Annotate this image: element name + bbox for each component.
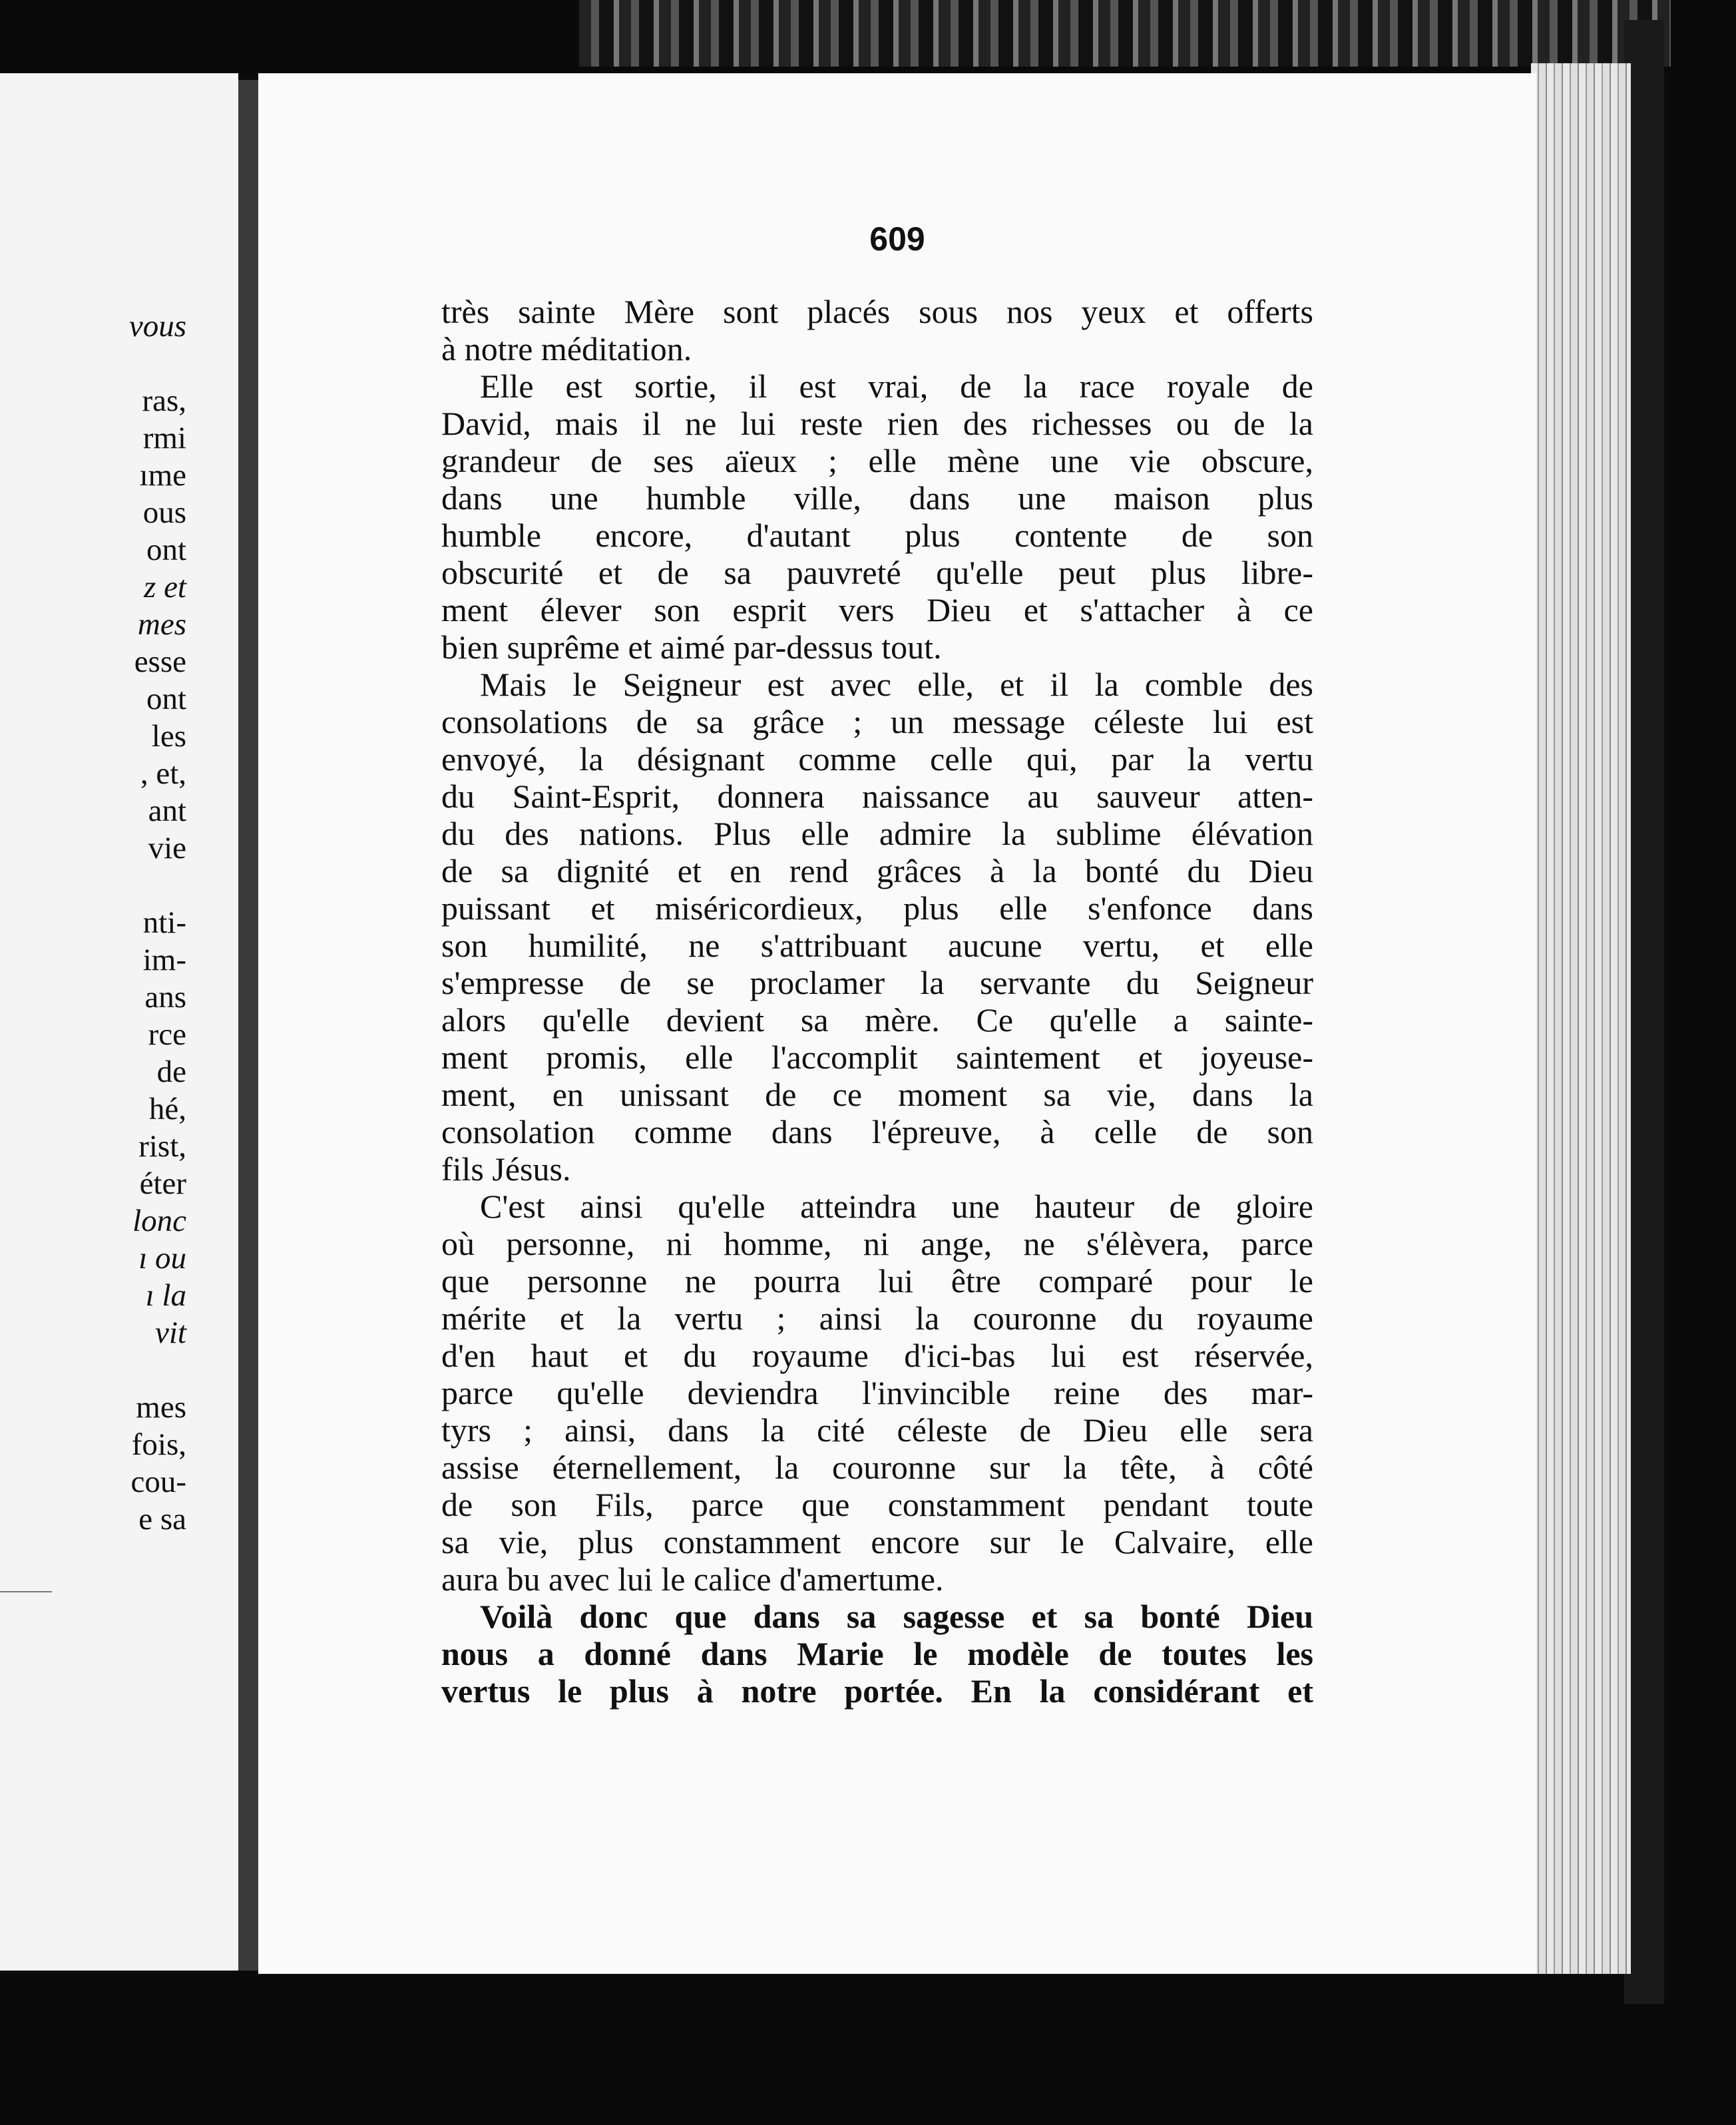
left-page-fragment — [13, 867, 186, 904]
text-line: de son Fils, parce que constamment pendant toute — [441, 1486, 1313, 1523]
left-page-fragment: rce — [148, 1017, 186, 1052]
text-line: tyrs ; ainsi, dans la cité céleste de Dieu elle sera — [441, 1411, 1313, 1449]
left-page-fragment: , et, — [140, 756, 186, 791]
page-edges-stack — [1531, 63, 1631, 1974]
left-page-fragment: mes — [137, 607, 186, 642]
left-page-fragment: ans — [144, 980, 186, 1015]
left-page-fragment — [13, 1351, 186, 1389]
left-page-fragment: ras, — [142, 383, 186, 418]
left-page-fragment: vous — [128, 309, 186, 344]
text-line: vertus le plus à notre portée. En la considérant et — [441, 1672, 1313, 1710]
text-line: puissant et miséricordieux, plus elle s'enfonce dans — [441, 889, 1313, 927]
left-page-fragment: fois, — [131, 1427, 186, 1462]
left-facing-page — [0, 73, 238, 1971]
text-line: consolation comme dans l'épreuve, à celle de son — [441, 1113, 1313, 1150]
text-line: alors qu'elle devient sa mère. Ce qu'elle a sainte- — [441, 1001, 1313, 1039]
left-page-fragment: e sa — [138, 1502, 186, 1536]
left-page-fragment: vit — [155, 1315, 186, 1350]
text-line: très sainte Mère sont placés sous nos yeux et offerts — [441, 293, 1313, 330]
text-line: parce qu'elle deviendra l'invincible reine des mar- — [441, 1374, 1313, 1411]
text-line: Voilà donc que dans sa sagesse et sa bonté Dieu — [480, 1598, 1313, 1635]
left-page-fragment: les — [151, 719, 186, 754]
left-page-fragment: im- — [142, 943, 186, 977]
text-line: d'en haut et du royaume d'ici-bas lui est réservée, — [441, 1337, 1313, 1374]
text-line: Mais le Seigneur est avec elle, et il la comble des — [480, 666, 1313, 703]
text-line: fils Jésus. — [441, 1150, 571, 1188]
page-number: 609 — [869, 220, 925, 258]
text-line: nous a donné dans Marie le modèle de toutes les — [441, 1635, 1313, 1672]
book-cover-top-edge — [579, 0, 1671, 67]
left-page-fragment — [13, 345, 186, 382]
left-page-fragment: ont — [146, 533, 186, 567]
left-page-fragment: de — [156, 1055, 186, 1089]
text-line: ment élever son esprit vers Dieu et s'attacher à ce — [441, 591, 1313, 628]
left-page-fragment: z et — [144, 570, 186, 604]
left-page-fragment: esse — [134, 644, 186, 679]
left-page-fragment: ont — [146, 682, 186, 716]
text-line: ment, en unissant de ce moment sa vie, dans la — [441, 1076, 1313, 1113]
left-page-fragment: hé, — [148, 1092, 186, 1126]
text-line: du Saint-Esprit, donnera naissance au sauveur atten- — [441, 778, 1313, 815]
text-line: à notre méditation. — [441, 330, 692, 367]
text-line: de sa dignité et en rend grâces à la bonté du Dieu — [441, 852, 1313, 889]
text-line: où personne, ni homme, ni ange, ne s'élèvera, parce — [441, 1225, 1313, 1262]
main-page — [258, 73, 1536, 1974]
text-line: humble encore, d'autant plus contente de son — [441, 517, 1313, 554]
text-line: ment promis, elle l'accomplit saintement et joyeuse- — [441, 1039, 1313, 1076]
left-page-fragment: ant — [148, 794, 186, 828]
left-page-fragment: cou- — [130, 1465, 186, 1499]
text-line: grandeur de ses aïeux ; elle mène une vie obscure, — [441, 442, 1313, 479]
text-line: bien suprême et aimé par-dessus tout. — [441, 628, 942, 666]
body-text — [441, 293, 1313, 1710]
left-page-fragment: rist, — [138, 1129, 186, 1164]
left-page-fragment: nti- — [142, 905, 186, 940]
text-line: s'empresse de se proclamer la servante du Seigneur — [441, 964, 1313, 1001]
left-page-fragment: éter — [139, 1166, 186, 1201]
left-page-rule — [0, 1591, 52, 1592]
text-line: obscurité et de sa pauvreté qu'elle peut plus libre- — [441, 554, 1313, 591]
text-line: dans une humble ville, dans une maison plus — [441, 479, 1313, 517]
left-page-fragment: rmi — [142, 421, 186, 455]
text-line: Elle est sortie, il est vrai, de la race royale de — [480, 367, 1313, 405]
text-line: son humilité, ne s'attribuant aucune vertu, et elle — [441, 927, 1313, 964]
text-line: sa vie, plus constamment encore sur le Calvaire, elle — [441, 1523, 1313, 1560]
left-page-fragment: vie — [148, 831, 186, 865]
text-line: aura bu avec lui le calice d'amertume. — [441, 1560, 944, 1598]
text-line: envoyé, la désignant comme celle qui, par la vertu — [441, 740, 1313, 778]
left-page-fragment: mes — [136, 1390, 186, 1425]
text-line: que personne ne pourra lui être comparé pour le — [441, 1262, 1313, 1299]
text-line: C'est ainsi qu'elle atteindra une hauteur de gloire — [480, 1188, 1313, 1225]
left-page-fragment: ı ou — [138, 1241, 186, 1276]
left-page-text-fragments — [13, 308, 186, 1538]
left-page-fragment: ıme — [139, 458, 186, 493]
text-line: consolations de sa grâce ; un message céleste lui est — [441, 703, 1313, 740]
text-line: du des nations. Plus elle admire la sublime élévation — [441, 815, 1313, 852]
text-line: David, mais il ne lui reste rien des richesses ou de la — [441, 405, 1313, 442]
left-page-fragment: ous — [142, 495, 186, 530]
text-line: mérite et la vertu ; ainsi la couronne du royaume — [441, 1299, 1313, 1337]
text-line: assise éternellement, la couronne sur la tête, à côté — [441, 1449, 1313, 1486]
left-page-fragment: ı la — [145, 1278, 186, 1313]
book-gutter — [238, 80, 258, 1971]
left-page-fragment: lonc — [132, 1204, 186, 1238]
